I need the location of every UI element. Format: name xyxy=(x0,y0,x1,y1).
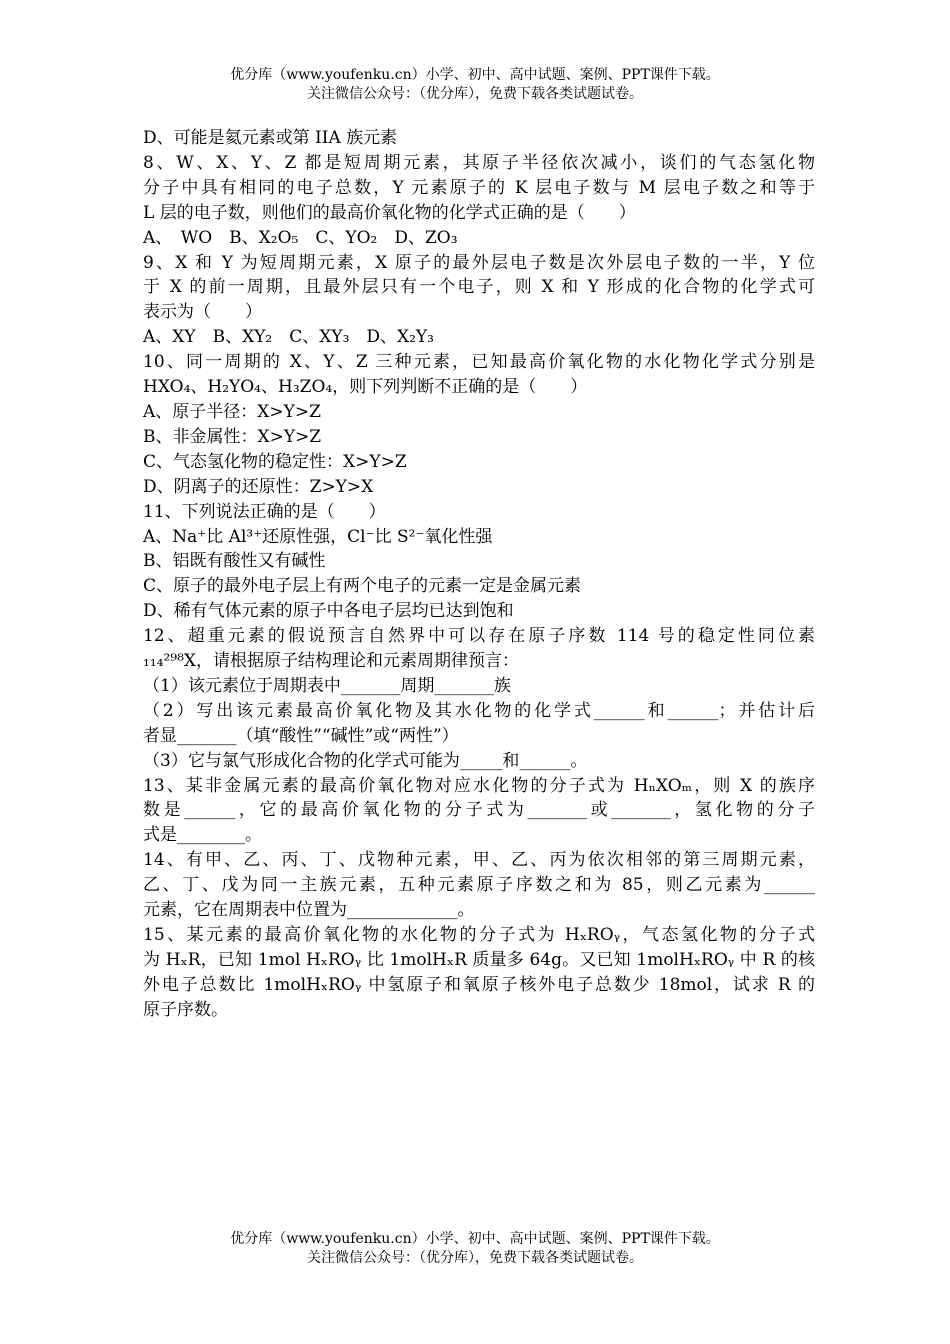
text-line: A、原子半径：X>Y>Z xyxy=(143,401,321,422)
document-body xyxy=(143,126,815,1023)
footer-line-2: 关注微信公众号：（优分库），免费下载各类试题试卷。 xyxy=(307,1250,643,1266)
text-line: 15、某元素的最高价氧化物的水化物的分子式为 HₓROᵧ，气态氢化物的分子式 xyxy=(143,925,815,945)
text-line: 原子序数。 xyxy=(143,999,228,1020)
text-line: 于 X 的前一周期，且最外层只有一个电子，则 X 和 Y 形成的化合物的化学式可 xyxy=(143,277,815,298)
text-line: 10、同一周期的 X、Y、Z 三种元素，已知最高价氧化物的水化物化学式分别是 xyxy=(143,352,815,373)
text-line: 14、有甲、乙、丙、丁、戊物种元素，甲、乙、丙为依次相邻的第三周期元素， xyxy=(143,850,815,871)
text-line: D、阴离子的还原性：Z>Y>X xyxy=(143,476,374,497)
text-line: A、 WO B、X₂O₅ C、YO₂ D、ZO₃ xyxy=(143,227,458,248)
text-line: 数是______，它的最高价氧化物的分子式为_______或_______，氢化物的分子 xyxy=(143,800,815,821)
text-line: 表示为（ ） xyxy=(143,302,262,323)
text-line: 外电子总数比 1molHₓROᵧ 中氢原子和氧原子核外电子总数少 18mol，试求 R 的 xyxy=(143,974,815,995)
text-line: D、稀有气体元素的原子中各电子层均已达到饱和 xyxy=(143,601,514,622)
text-line: 者显_______（填“酸性”“碱性”或“两性”） xyxy=(143,725,459,746)
text-line: B、非金属性：X>Y>Z xyxy=(143,426,322,447)
text-line: 12、超重元素的假说预言自然界中可以存在原子序数 114 号的稳定性同位素 xyxy=(143,626,815,647)
text-line: A、Na⁺比 Al³⁺还原性强，Cl⁻比 S²⁻氧化性强 xyxy=(143,526,493,547)
text-line: ₁₁₄²⁹⁸X，请根据原子结构理论和元素周期律预言： xyxy=(143,651,519,672)
header-line-1: 优分库（www.youfenku.cn）小学、初中、高中试题、案例、PPT课件下载。 xyxy=(230,67,720,83)
text-line: C、原子的最外电子层上有两个电子的元素一定是金属元素 xyxy=(143,576,582,597)
text-line: 11、下列说法正确的是（ ） xyxy=(143,501,386,522)
text-line: （3）它与氯气形成化合物的化学式可能为_____和______。 xyxy=(143,750,588,771)
footer-line-1: 优分库（www.youfenku.cn）小学、初中、高中试题、案例、PPT课件下载。 xyxy=(230,1231,720,1247)
text-line: （1）该元素位于周期表中_______周期_______族 xyxy=(143,675,511,696)
text-line: （2）写出该元素最高价氧化物及其水化物的化学式______和______；并估计后 xyxy=(143,700,815,721)
text-line: D、可能是氦元素或第 IIA 族元素 xyxy=(143,128,398,148)
text-line: 9、X 和 Y 为短周期元素，X 原子的最外层电子数是次外层电子数的一半，Y 位 xyxy=(143,252,815,273)
text-line: 为 HₓR，已知 1mol HₓROᵧ 比 1molHₓR 质量多 64g。又已知 1molHₓROᵧ 中 R 的核 xyxy=(143,949,815,970)
page-footer xyxy=(0,1230,950,1268)
page-header xyxy=(0,66,950,104)
text-line: 式是________。 xyxy=(143,825,262,846)
text-line: B、铝既有酸性又有碱性 xyxy=(143,551,326,572)
text-line: 8、W、X、Y、Z 都是短周期元素，其原子半径依次减小，谈们的气态氢化物 xyxy=(143,152,815,173)
text-line: 元素，它在周期表中位置为_____________。 xyxy=(143,900,475,921)
text-line: 分子中具有相同的电子总数，Y 元素原子的 K 层电子数与 M 层电子数之和等于 xyxy=(143,177,815,198)
text-line: HXO₄、H₂YO₄、H₃ZO₄，则下列判断不正确的是（ ） xyxy=(143,377,588,398)
header-line-2: 关注微信公众号：（优分库），免费下载各类试题试卷。 xyxy=(307,86,643,102)
text-line: A、XY B、XY₂ C、XY₃ D、X₂Y₃ xyxy=(143,327,434,348)
text-line: 乙、丁、戊为同一主族元素，五种元素原子序数之和为 85，则乙元素为______ xyxy=(143,875,815,896)
text-line: C、气态氢化物的稳定性：X>Y>Z xyxy=(143,451,407,472)
text-line: 13、某非金属元素的最高价氧化物对应水化物的分子式为 HₙXOₘ，则 X 的族序 xyxy=(143,775,815,796)
text-line: L 层的电子数，则他们的最高价氧化物的化学式正确的是（ ） xyxy=(143,202,636,223)
